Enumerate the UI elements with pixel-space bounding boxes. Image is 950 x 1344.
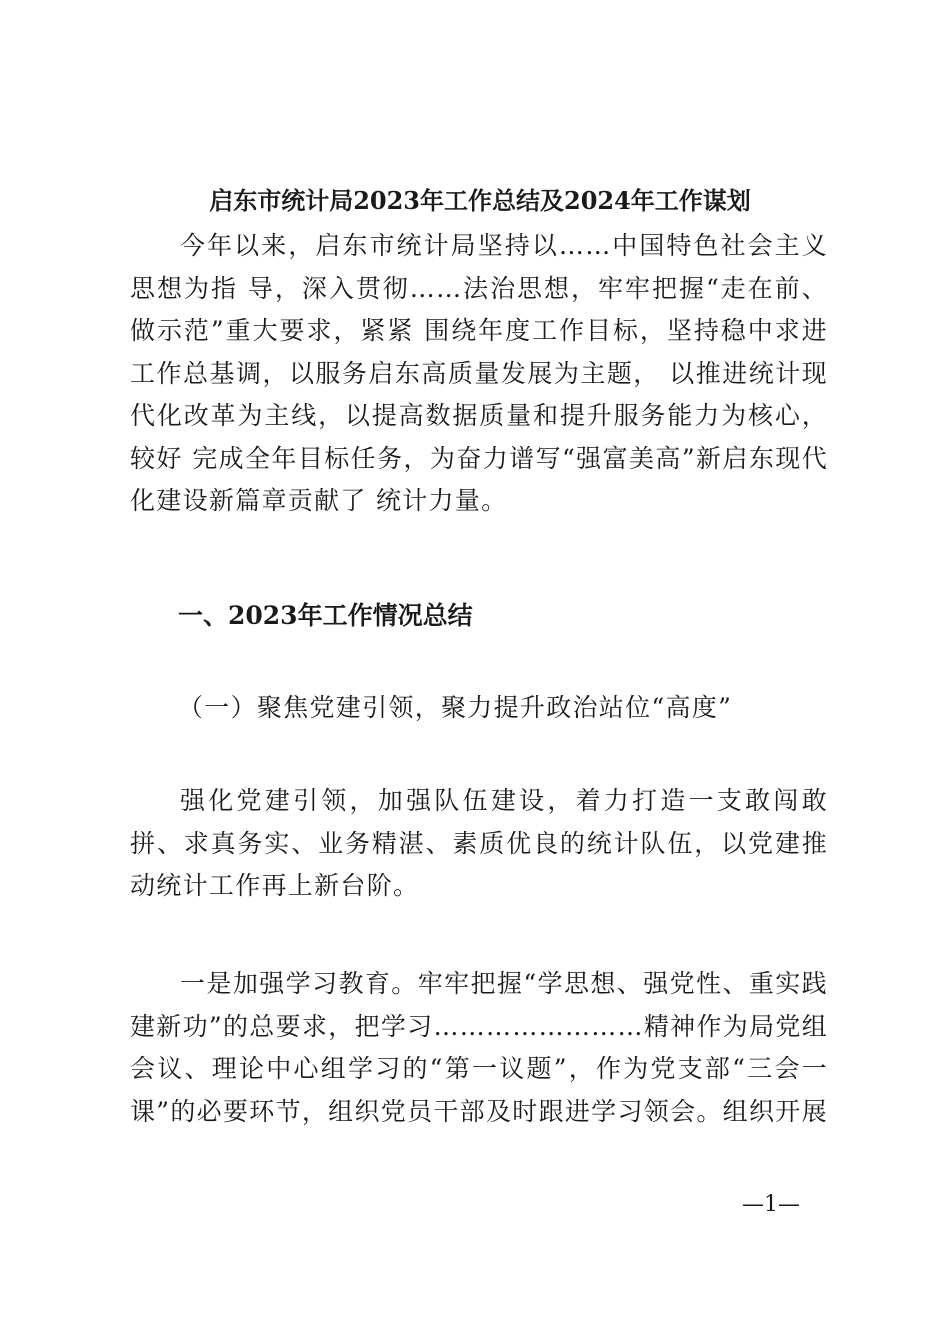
body-paragraph: 强化党建引领，加强队伍建设，着力打造一支敢闯敢拼、求真务实、业务精湛、素质优良的统计队伍，以党建推动统计工作再上新台阶。 <box>130 786 828 900</box>
document-title: 启东市统计局2023年工作总结及2024年工作谋划 <box>209 186 751 215</box>
body-paragraph: 一是加强学习教育。牢牢把握“学思想、强党性、重实践建新功”的总要求，把学习……………………精神作为局党组会议、理论中心组学习的“第一议题”，作为党支部“三会一课”的必要环节，组织党员干部及时跟进学习领会。组织开展 <box>130 969 828 1126</box>
intro-paragraph: 今年以来，启东市统计局坚持以……中国特色社会主义思想为指 导，深入贯彻……法治思想，牢牢把握“走在前、做示范”重大要求，紧紧 围绕年度工作目标，坚持稳中求进工作总基调，以服务启东高质量发展为主题， 以推进统计现代化改革为主线，以提高数据质量和提升服务能力为核心，较好 完成全年目标任务，为奋力谱写“强富美高”新启东现代化建设新篇章贡献了 统计力量。 <box>130 231 828 515</box>
subsection-heading: （一）聚焦党建引领，聚力提升政治站位“高度” <box>178 693 733 722</box>
page-number: —1— <box>742 1192 800 1217</box>
section-heading: 一、2023年工作情况总结 <box>178 601 473 630</box>
